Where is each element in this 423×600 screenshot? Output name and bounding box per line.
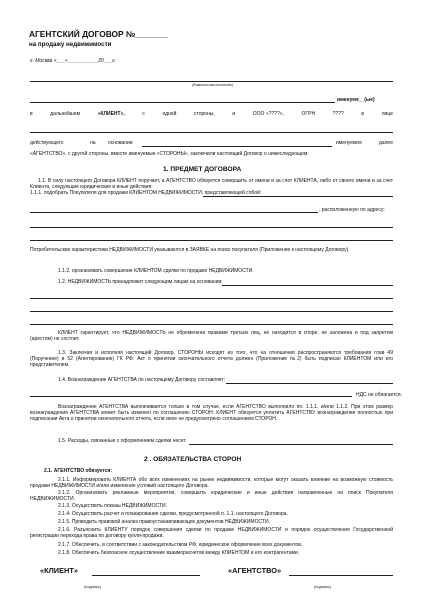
vat-note: НДС не облагается. — [356, 392, 402, 398]
company-name: ООО «????», — [252, 111, 284, 117]
p-guarantee: КЛИЕНТ гарантирует, что НЕДВИЖИМОСТЬ не обременена правами третьих лиц, не находится в споре, не заложена и под запретом (арестом) не состоит. — [30, 330, 393, 342]
p-2-1-3: 2.1.3. Осуществить показы НЕДВИЖИМОСТИ. — [58, 503, 167, 509]
basis-blank — [142, 146, 332, 147]
owners-blank-a — [222, 285, 393, 286]
word: именуемое — [336, 140, 362, 146]
p-2-1-4: 2.1.4. Осуществить расчет и планирование сделки, предусмотренной п. 1.1. настоящего Договора. — [58, 511, 288, 517]
preamble-line-4: «АГЕНТСТВО», с другой стороны, вместе именуемые «СТОРОНЫ», заключили настоящий Договор о нижеследующем: — [30, 151, 309, 157]
word: одной — [162, 111, 177, 117]
p-1-1: 1.1. В силу настоящего Договора КЛИЕНТ поручает, а АГЕНТСТВО обязуется совершить от имени и за счет КЛИЕНТА, либо от своего имени и за счет Клиента, следующие юридические и иные действия: — [30, 178, 393, 190]
owners-blank-b — [30, 298, 393, 299]
expenses-blank — [189, 444, 393, 445]
p-2-1-1: 2.1.1. Информировать КЛИЕНТА обо всех изменениях на рынке недвижимости, которые могут оказать влияние на возможную стоимость продажи НЕДВИЖИМОСТИ и/или изменение условий настоящего Договора. — [30, 477, 393, 489]
word: далее — [378, 140, 393, 146]
ogrn-value: ???? — [332, 111, 344, 117]
document-subtitle: на продажу недвижимости — [29, 41, 112, 48]
property-blank-b — [30, 212, 318, 213]
p-2-1-5: 2.1.5. Проводить правовой анализ правоустанавливающих документов НЕДВИЖИМОСТИ. — [58, 519, 270, 525]
section-2-heading: 2 . ОБЯЗАТЕЛЬСТВА СТОРОН — [144, 456, 242, 463]
p-2-1-2: 2.1.2. Организовать рекламные мероприятия, совершить юридические и иные действия направленные на поиск Покупателя НЕДВИЖИМОСТИ. — [30, 490, 393, 502]
word: основании — [108, 140, 133, 146]
address-blank-a — [30, 227, 393, 228]
preamble-named: именуем__(ые) — [337, 97, 375, 103]
p-1-4: 1.4. Вознаграждение АГЕНТСТВА по настоящему Договору составляет: — [58, 377, 226, 383]
p-2-1-7: 2.1.7. Обеспечить, в соответствии с законодательством РФ, юридическое оформление всех документов. — [58, 542, 303, 548]
reward-blank-a — [226, 383, 393, 384]
reward-blank-b — [30, 396, 352, 397]
property-blank-a — [203, 196, 393, 197]
agency-sign-hint: (подпись) — [314, 585, 331, 589]
owners-blank-d — [30, 324, 393, 325]
client-label: «КЛИЕНТ», — [97, 111, 125, 117]
p-2-1-6: 2.1.6. Разъяснить КЛИЕНТУ порядок совершения сделки по продаже НЕДВИЖИМОСТИ и порядок осуществления Государственной регистрации перехода права по договору купли-продажи. — [30, 527, 393, 539]
word: ОГРН — [301, 111, 316, 117]
word: стороны, — [193, 111, 215, 117]
p-2-1-8: 2.1.8. Обеспечить безопасное осуществление взаиморасчетов между КЛИЕНТОМ и его контрагентами. — [58, 550, 300, 556]
agency-signature-line — [289, 575, 393, 576]
word: действующего — [30, 140, 64, 146]
fio-hint: (Фамилия имя отчество) — [192, 83, 233, 87]
preamble-blank-1 — [30, 102, 335, 103]
word: в — [30, 111, 33, 117]
section-2-1-heading: 2.1. АГЕНТСТВО обязуется: — [44, 468, 113, 474]
document-title: АГЕНТСКИЙ ДОГОВОР №_______ — [29, 29, 168, 39]
p-1-1-2: 1.1.2. организовать совершение КЛИЕНТОМ сделки по продаже НЕДВИЖИМОСТИ. — [58, 268, 254, 274]
agency-signature-label: «АГЕНТСТВО» — [228, 566, 282, 575]
client-sign-hint: (подпись) — [84, 585, 101, 589]
word: на — [90, 140, 96, 146]
p-1-5: 1.5. Расходы, связанные с оформлением сделки несет — [58, 438, 186, 444]
word: в — [361, 111, 365, 117]
p-1-1-1: 1.1.1. подобрать Покупателя для продажи КЛИЕНТОМ НЕДВИЖИМОСТИ, представляющей собой: — [30, 190, 262, 196]
p-reward: Вознаграждение АГЕНТСТВА выплачивается только в том случае, если АГЕНТСТВО выполнило пп. 1.1.1. и/или 1.1.2. При этом размер вознаграждения АГЕНТСТВА может быть изменен по соглашению СТОРОН. КЛИЕНТ обязуется уплатить АГЕНТСТВУ вознаграждение полностью при подписании Акта о принятии окончательного отчета, если иное не предусмотрено соглашением СТОРОН. — [30, 404, 393, 422]
address-blank-b — [30, 240, 393, 241]
p-1-3: 1.3. Заключая и исполняя настоящий Договор, СТОРОНЫ исходят из того, что на отношения распространяются требования глав 49 (Поручение) и 52 (Агентирование) ГК РФ. Акт о принятии окончательного отчета должен (Приложение №2) быть подписан КЛИЕНТОМ или его представителем. — [30, 350, 393, 368]
word: и — [232, 111, 236, 117]
located-at: , расположенную по адресу: — [319, 207, 385, 213]
word: лице — [381, 111, 393, 117]
client-name-line — [30, 81, 393, 82]
p-characteristics: Потребительские характеристики НЕДВИЖИМОСТИ указываются в ЗАЯВКЕ на поиск покупателя (Приложение к настоящему Договору). — [30, 247, 350, 253]
p-1-2: 1.2. НЕДВИЖИМОСТЬ принадлежит следующим лицам на основании: — [58, 279, 223, 285]
preamble-line-2 — [30, 111, 393, 117]
word: с — [142, 111, 145, 117]
owners-blank-c — [30, 311, 393, 312]
client-signature-label: «КЛИЕНТ» — [40, 566, 79, 575]
preamble-blank-2 — [30, 132, 393, 133]
place-date: г. Москва «___»___________20___г. — [30, 58, 116, 64]
word: дальнейшем — [50, 111, 81, 117]
section-1-heading: 1. ПРЕДМЕТ ДОГОВОРА — [163, 166, 242, 173]
client-signature-line — [92, 575, 200, 576]
